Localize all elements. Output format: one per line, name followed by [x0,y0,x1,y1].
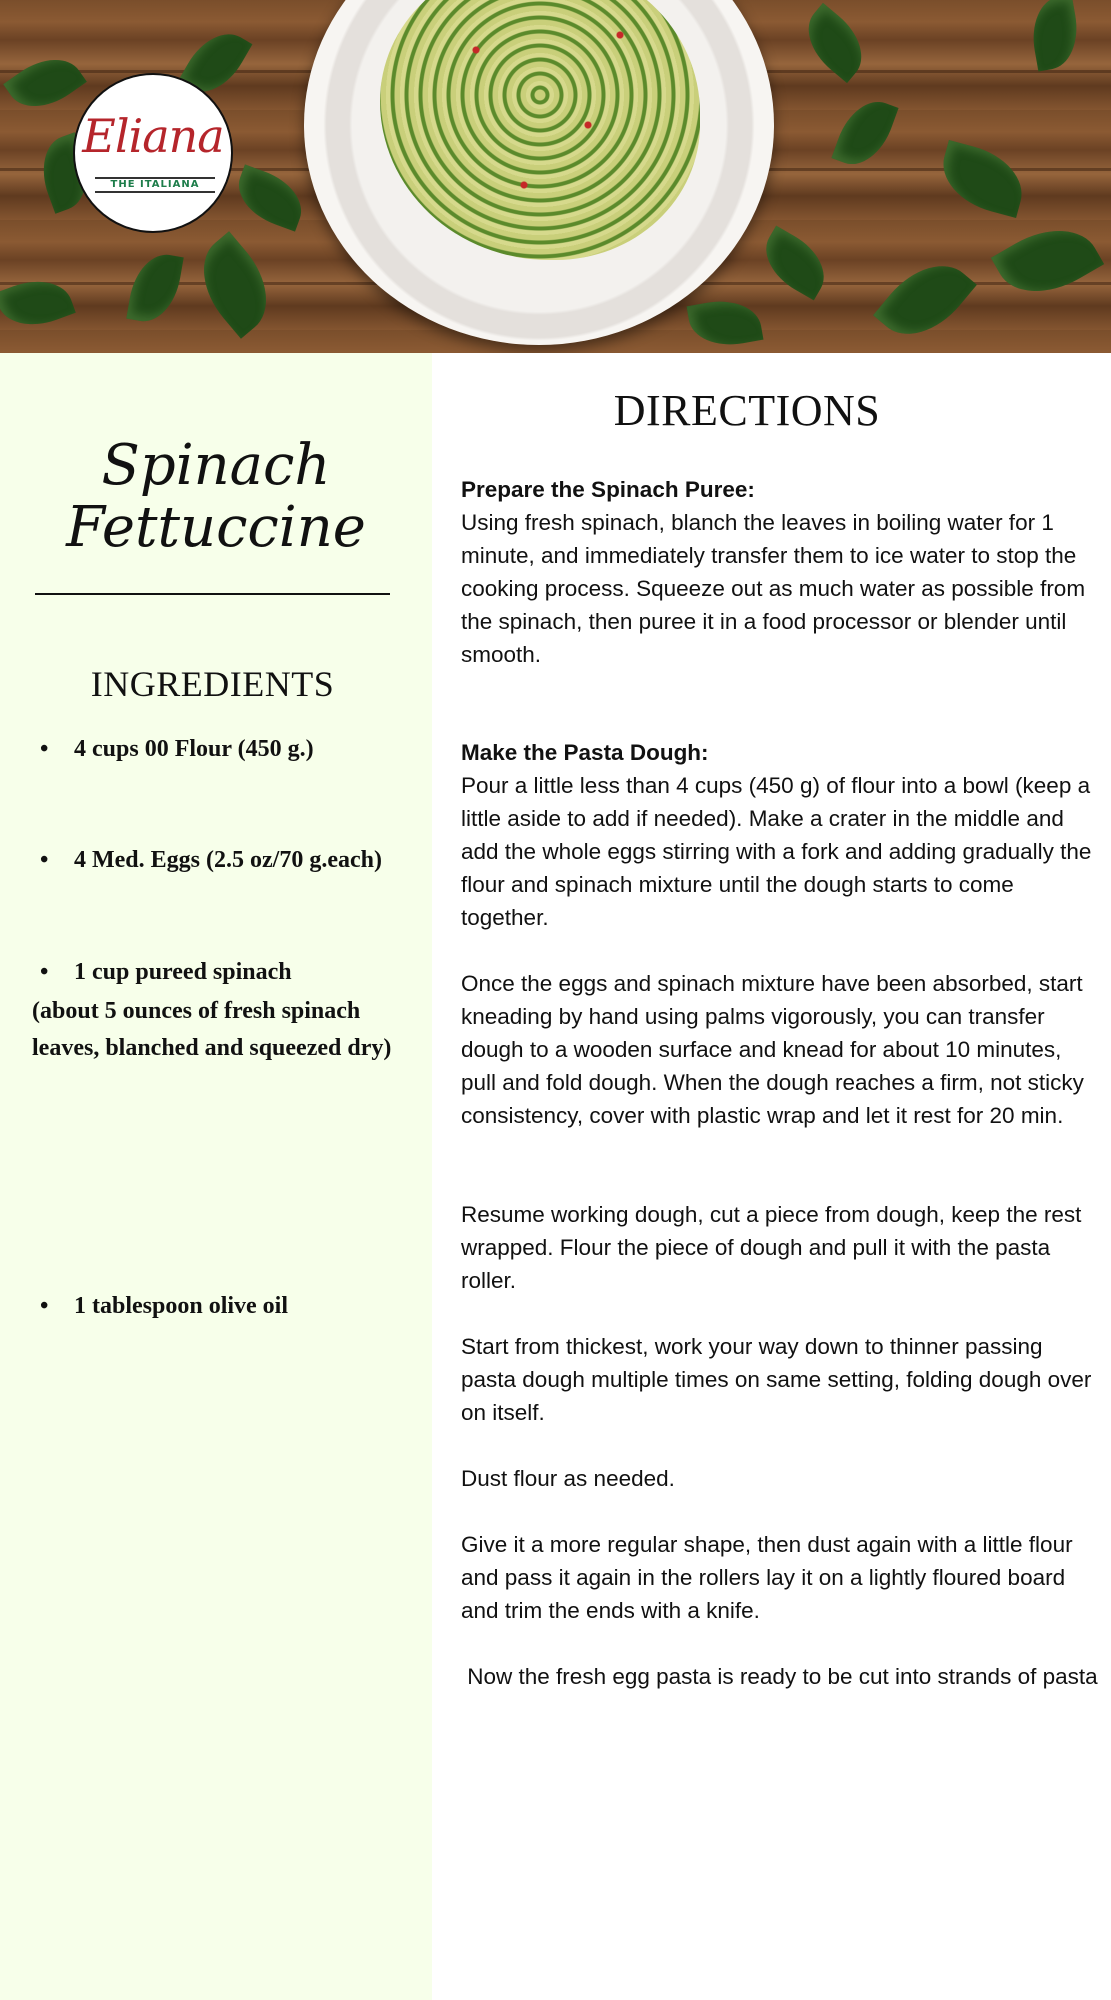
ingredients-heading: INGREDIENTS [90,664,335,704]
logo-name: Eliana [82,109,224,163]
dough-section [461,736,1101,934]
direction-paragraph: Give it a more regular shape, then dust again with a little flour and pass it again in the rollers lay it on a lightly floured board and trim the ends with a knife. [461,1532,1073,1623]
puree-text: Using fresh spinach, blanch the leaves in boiling water for 1 minute, and immediately transfer them to ice water to stop the cooking process. Squeeze out as much water as possible from the spinach, then puree it in a food processor or blender until smooth. [461,510,1086,667]
dough-text: Pour a little less than 4 cups (450 g) of flour into a bowl (keep a little aside to add if needed). Make a crater in the middle and add the whole eggs stirring with a fork and adding gradually the flour and spinach mixture until the dough starts to come together. [461,773,1092,930]
brand-logo [73,73,233,233]
spinach-note: (about 5 ounces of fresh spinach leaves, blanched and squeezed dry) [32,998,392,1061]
ingredient-text: 4 cups 00 Flour (450 g.) [74,736,314,762]
ingredient-text: 1 cup pureed spinach [74,959,292,985]
ingredient-item [32,954,292,991]
dough-title: Make the Pasta Dough: [461,740,709,765]
recipe-title-line2: Fettuccine [66,495,366,560]
directions-column [432,353,1111,2000]
spinach-leaf [831,92,898,174]
bullet-icon: • [40,736,49,762]
direction-paragraph: Once the eggs and spinach mixture have been absorbed, start kneading by hand using palms vigorously, you can transfer dough to a wooden surface and knead for about 10 minutes, pull and fold dough. When the dough reaches a firm, not sticky consistency, cover with plastic wrap and let it rest for 20 min. [461,971,1084,1128]
direction-paragraph: Now the fresh egg pasta is ready to be cut into strands of pasta [461,1664,1098,1689]
recipe-title-line1: Spinach [101,433,331,498]
spinach-leaf [126,250,183,327]
puree-section [461,473,1101,671]
ingredient-text: 1 tablespoon olive oil [74,1293,289,1319]
directions-heading: DIRECTIONS [613,386,881,435]
ingredient-item [32,842,382,879]
direction-paragraph: Resume working dough, cut a piece from dough, keep the rest wrapped. Flour the piece of dough and pull it with the pasta roller. [461,1202,1082,1293]
ingredient-item [32,731,314,768]
bullet-icon: • [40,959,49,985]
direction-paragraph: Dust flour as needed. [461,1466,675,1491]
bullet-icon: • [40,847,49,873]
ingredient-text: 4 Med. Eggs (2.5 oz/70 g.each) [74,847,382,873]
spinach-leaf [183,231,287,339]
direction-paragraph: Start from thickest, work your way down to thinner passing pasta dough multiple times on same setting, folding dough over on itself. [461,1334,1092,1425]
puree-title: Prepare the Spinach Puree: [461,477,755,502]
spinach-leaf [753,226,837,301]
ingredients-column [0,353,432,2000]
bullet-icon: • [40,1293,49,1319]
ingredient-item [32,1288,288,1325]
hero-photo [0,0,1111,353]
spinach-leaf [873,246,977,353]
spinach-leaf [991,210,1104,311]
spinach-leaf [0,269,76,336]
logo-subtitle: THE ITALIANA [95,177,215,193]
recipe-title [0,435,432,559]
spinach-leaf [687,294,764,351]
spinach-leaf [1026,0,1083,71]
spinach-leaf [934,140,1031,218]
spinach-leaf [229,164,311,231]
title-divider [35,593,390,595]
